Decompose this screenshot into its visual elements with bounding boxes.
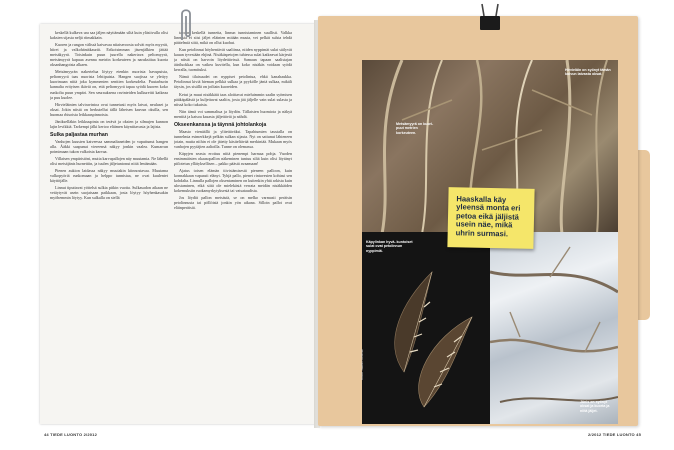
binder-clip-icon [478,2,502,32]
photo-credit: Kuvat: Jaakko Lehtinen [360,348,364,380]
feathers-illustration [362,232,490,424]
paragraph: Nämä tilaisuudet on nyppiset petolintua, ehkä kanahaukka. Petolinnut kiviä hieman pelkkä sulkaa ja pyykölle jäntä sulkaa, mikäli täysin, jos sisällä on joiltain kuoreiden. [174,74,292,90]
footer-right: 2/2012 TIEDE LUONTO 45 [588,432,642,437]
paragraph: Hirvieläinten talviravintoa ovat tunnetusti myös latvat, neulaset ja oksat. Jokin niistä on herkutellut tällä läheisen kasvun oksilla, sen huomaa rhisoista leikkauspinnoista. [50,101,168,117]
paragraph: Niin tämä voi sammaltua ja löydön. Tällaisten huomiota ja näkyä mentitä ja katsoa kasasta jäljettäviä ja nähdä. [174,108,292,119]
left-page [40,24,316,424]
paragraph: Kuoren ja rungon välissä kaivavaa niiaiseroosta solvät myös myyrät, hiiret ja valkohäntäkauriit. Erikoisimman jäsenjälkien jättää metsäkyyrä. Toisinkuin puun juurella nakertava peltomyyrä, metsämyyrä kapuaa asenna metriin korkeuteen ja naruksittaa kuorta oksanhangoista alkaen. [50,42,168,68]
paragraph: Villaisen ympäristöni, mutta karvapallojen näy muutamia. Ne lähellä olisi metsäjänis hurnettiin, ja tuulen jäljetuntonut niitä lentämään. [50,155,168,167]
sticky-note-text: Haaskalla käy yleensä monta eri petoa eikä jäljistä usein näe, mikä uhrin surmasi. [455,194,521,238]
footer-left: 44 TIEDE LUONTO 2/2012 [44,432,98,437]
photo-feathers [362,232,490,424]
snow-branches-illustration [490,232,618,424]
paragraph: keskellä kulkeva ura saa jäljen näyttämään siltä kuin yläsiivulla olisi kaksien sijasta neljä riimakkain. [50,30,168,41]
paperclip-icon [176,6,196,42]
paragraph: Metsämyyrän nakertelua löytyy etenkin nuorista havupuista, peltomyyrä taas nuorista lehtipuista. Hangen suojissa se ylettyy kuorimaan niitä joka kymmenien senttien korkeudelta. Puutarhurin kannalta erityisen ikäviä on, että peltomyyrä tapaa syödä kuoren koko runkolta puun ympäri. Sen seurauksena ravinteiden kulkureitti katkeaa ja puu kuolee. [50,69,168,100]
left-column-1 [50,30,168,422]
section-subhead: Sulka paljastaa murhan [50,131,108,138]
caption-janis: Jänis on syönyt oksat ja kuorta ja niitä jäljet. [580,400,610,413]
paragraph: Käpyjen seasta erottuu niitä pienempi harmaa pohja. Vuoden ensimmäisten okaasopallon näkeminen tuntuu siltä kuin olisi löytänyt piilotetun yllätyksellisen – pakko päästä avaamaan! [174,150,292,167]
section-subhead: Okseenkanssa ja täynnä johtolankoja [174,121,267,128]
paragraph: Jos löydät pallon metsästä, se on melko varmasti peräisin petolinnusta tai pöllöistä jonkin yön aikana. Silloin pallot ovat eläinperäisiä. [174,195,292,211]
photo-snow-branches [490,232,618,424]
caption-metsamyyra: Metsämyyrä on kuori- puut metrien korkeuteen. [396,122,434,135]
caption-hirvielain: Hirvieläin on syönyt tämän koivun latvasta oksat. [565,68,611,77]
sticky-note [447,187,534,249]
paragraph: Pienen aukion laidassa näkyy muutakin kiinnostavaa. Muutama valkopyöriä runkomaan ja helppo tunnistaa, ne ovat kuulentet käyttöjälle. [50,168,168,184]
paragraph: tavoin keskellä tunnetta, linnun tunnistaminen suullisti. Valkka linnusta ei siisi jäljet eläinten mitään musta, vei pelkät sulsta tehdä päätelmiä siitä, mikä on ollut kuohut. [174,30,292,46]
paragraph: Ketut ja muut nisäkkäät taas aloittavat mieluimmin saalin syömisen pääkäpälästä ja kuljettavat saaliin, josta jää jäljelle vain sulat sulasta ja niissä koko tukuista. [174,91,292,107]
caption-kapylinkan: Käpylinkan hyvä- kuntoiset sulat ovat petolinnun nyppimiä. [366,240,413,253]
paragraph: Kun petolinnut höyhentävät saaliinsa, niiden nyppimät sulat säilyvät kauan tyvestään ehjinä. Nisäkäspetojen tuhtessa sulat katkeavat kärjestä ja niistä on harvoin löydettävissä. Samaan tapaan saalistajan ääriluokkaa on vaikea kuvitella, kun koko nisäkäs voidaan syödä kerralla, tuomituksi. [174,47,292,73]
paragraph: Jänikselläkin leikkuupinta on terävä ja oksien ja silmujen kunnon lajin levikkiä. Tarkempi jälki kertoo eläimen käyntitavasta ja lajista. [50,118,168,129]
paragraph: Ajatus toisen elämän tiivistämisestä pieneen palloon, kuin konnakkaan vapaasti elänyt. Tyhjä pallo, pienet rintavesien kohtasi sen kohdalta. Linnulla pallojen oksentaminen on kuitenkin yhtä arkista kuin ulostaminen, eikä siitä ole mielekästä verrata meidän nisäkkäiden kokemuksiin ruokamyrkytyksestä tai vatsataudista. [174,168,292,194]
paragraph: Linnut tiputtavat yöttelsä sulkia pitkin vuotta. Sulkasadon aikaan ne vetäytyvät usein suojaisaan paikkaan, josta löytyy höyhenkasakin myöhemmin löytyy. Kun sulkalla on siellä [50,185,168,201]
paragraph: Maasto vienäällä ja ylitettäväksi. Tapahtumien taustalla on tunnelmia esimerkkejä pelkän sulkan sijasta. Nyt on sattunut lähteneen jotain, mutta niihin ei ole jätetty käsiteltävää merkintää. Mukaan myös vanhojen pyytäjien aaltoilla. Tunne on olemassa. [174,128,292,149]
paragraph: Vanhojen kuusten katveessa sammaltaneiden jo vaputtunut hangen alla. Ääkki saapunut viereensä näkyy jonkin vaalea. Kumarrun poimimaan tukon valkoista karvaa. [50,138,168,154]
left-column-2 [174,30,292,422]
